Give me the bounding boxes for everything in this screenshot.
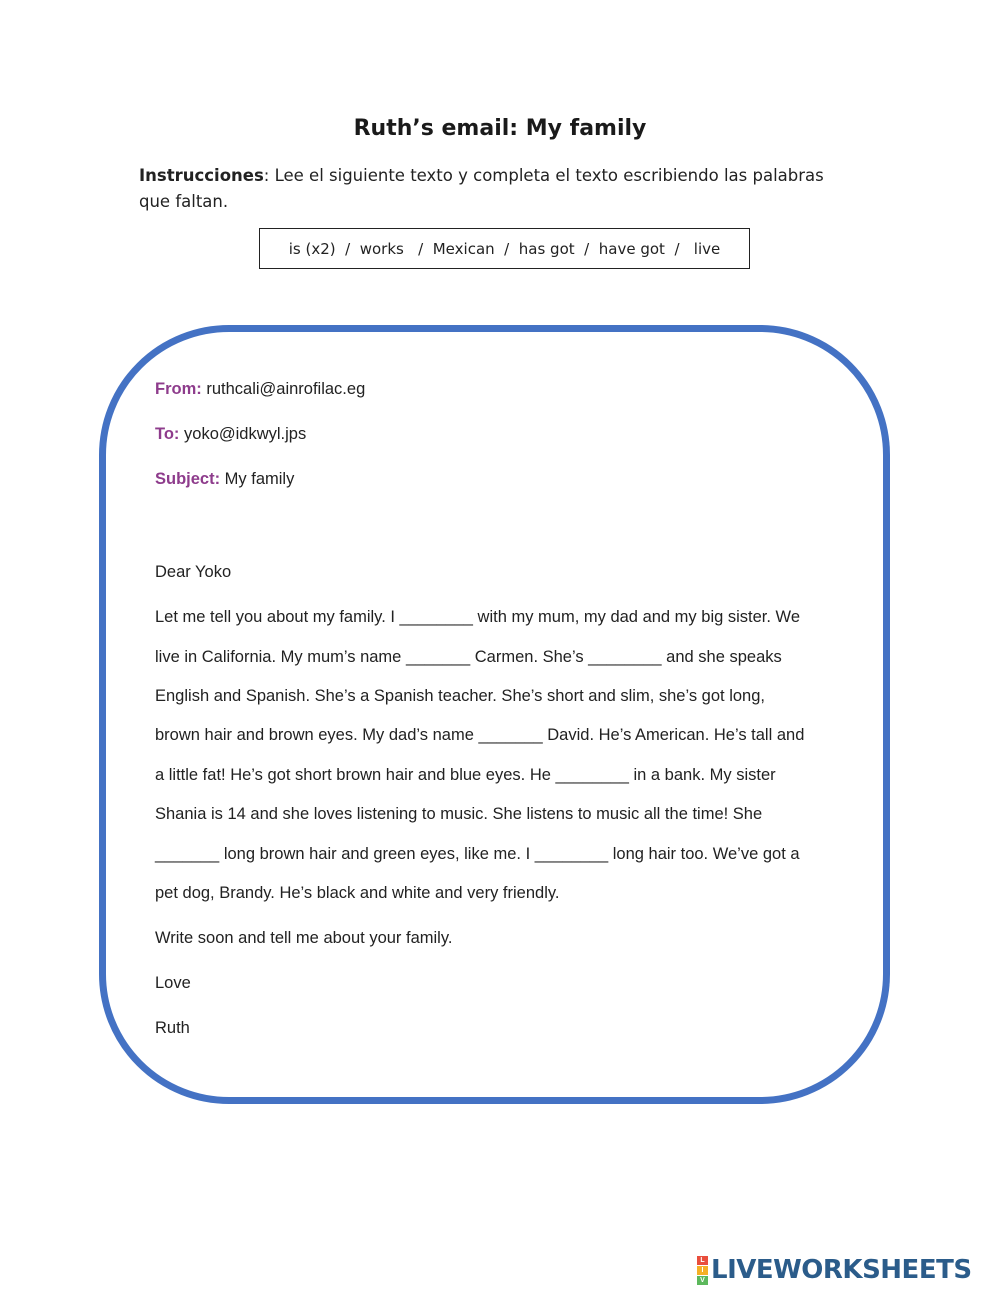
body-line: _______ long brown hair and green eyes, like me. I ________ long hair too. We’ve got a [155, 845, 800, 863]
body-line: live in California. My mum’s name _______ Carmen. She’s ________ and she speaks [155, 648, 782, 666]
instructions-label: Instrucciones [139, 166, 264, 185]
liveworksheets-logo [697, 1255, 972, 1285]
subject-label: Subject: [155, 470, 221, 488]
from-value: ruthcali@ainrofilac.eg [201, 380, 366, 398]
logo-text: LIVEWORKSHEETS [711, 1255, 972, 1285]
to-field [155, 425, 306, 444]
body-line: English and Spanish. She’s a Spanish teacher. She’s short and slim, she’s got long, [155, 687, 765, 705]
to-label: To: [155, 425, 180, 443]
instructions-text: : Lee el siguiente texto y completa el texto escribiendo las palabras que faltan. [139, 166, 824, 211]
signature: Ruth [155, 1019, 190, 1037]
subject-field [155, 470, 294, 489]
body-line: Shania is 14 and she loves listening to music. She listens to music all the time! She [155, 805, 763, 823]
logo-blocks-icon: L I V [697, 1256, 708, 1285]
body-line: pet dog, Brandy. He’s black and white and very friendly. [155, 884, 560, 902]
signoff: Love [155, 974, 191, 992]
body-line: brown hair and brown eyes. My dad’s name _______ David. He’s American. He’s tall and [155, 726, 805, 744]
subject-value: My family [220, 470, 295, 488]
from-label: From: [155, 380, 202, 398]
to-value: yoko@idkwyl.jps [179, 425, 307, 443]
greeting: Dear Yoko [155, 563, 232, 581]
page-title: Ruth’s email: My family [353, 116, 647, 141]
body-line: a little fat! He’s got short brown hair and blue eyes. He ________ in a bank. My sister [155, 766, 776, 784]
word-bank: is (x2) / works / Mexican / has got / have got / live [259, 228, 750, 269]
body-line: Let me tell you about my family. I ________ with my mum, my dad and my big sister. We [155, 608, 800, 626]
from-field [155, 380, 365, 399]
instructions [139, 163, 839, 215]
closing-line: Write soon and tell me about your family. [155, 929, 453, 947]
